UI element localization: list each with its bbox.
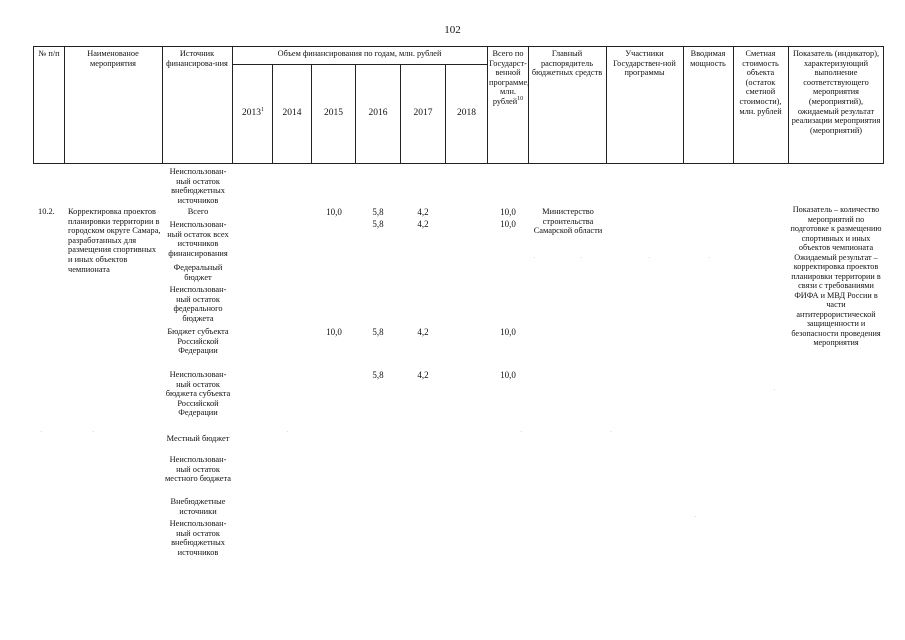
scan-dot: · <box>286 428 289 436</box>
source-unused-regional: Неиспользован-ный остаток бюджета субъекта Российской Федерации <box>165 370 231 418</box>
value-unused-sum: 10,0 <box>500 219 516 229</box>
scan-dot: · <box>694 513 697 521</box>
value-regional-2015: 10,0 <box>326 327 342 337</box>
header-cost: Сметная стоимость объекта (остаток сметной стоимости), млн. рублей <box>739 49 782 116</box>
row-manager: Министерство строительства Самарской области <box>533 207 603 236</box>
header-name: Наименованое мероприятия <box>87 49 139 68</box>
value-unused-2017: 4,2 <box>417 219 429 229</box>
value-total-sum: 10,0 <box>500 207 516 217</box>
value-regional-unused-2017: 4,2 <box>417 370 429 380</box>
value-regional-unused-2016: 5,8 <box>372 370 384 380</box>
row-number: 10.2. <box>38 207 55 216</box>
header-financing: Объем финансирования по годам, млн. рублей <box>277 49 442 58</box>
header-sources: Источник финансирова-ния <box>166 49 228 68</box>
row-indicator: Показатель – количество мероприятий по подготовке к размещению спортивных и иных объектов чемпионата Ожидаемый результат – корректировка проектов планировки территории в связи с требованиями ФИФА и МВД России в части антитеррористической защищенности и безопасности проведения мероприятия <box>790 205 882 347</box>
value-regional-2016: 5,8 <box>372 327 384 337</box>
scan-dot: · <box>708 254 711 262</box>
header-total: Всего по Государст-венной программе, млн. рублей$^{10}$ <box>489 49 530 106</box>
row-name: Корректировка проектов планировки территории в городском округе Самара, разработанных для размещения спортивных и иных объектов чемпионата <box>68 207 161 274</box>
scan-dot: · <box>580 254 583 262</box>
source-unused-federal: Неиспользован-ный остаток федерального бюджета <box>169 285 227 323</box>
header-indicator: Показатель (индикатор), характеризующий выполнение соответствующего мероприятия (мероприятий), ожидаемый результат реализации мероприятия (мероприятий) <box>791 49 881 135</box>
source-unused-total: Неиспользован-ный остаток всех источников финансирования <box>167 220 229 258</box>
scan-dot: · <box>520 428 523 436</box>
year-2016: 2016 <box>368 108 388 118</box>
page-number: 102 <box>444 24 461 36</box>
value-regional-unused-sum: 10,0 <box>500 370 516 380</box>
year-2014: 2014 <box>282 108 302 118</box>
scan-dot: · <box>610 428 613 436</box>
scan-dot: · <box>648 254 651 262</box>
source-unused-local: Неиспользован-ный остаток местного бюджета <box>164 455 231 484</box>
header-manager: Главный распорядитель бюджетных средств <box>531 49 603 78</box>
value-total-2015: 10,0 <box>326 207 342 217</box>
source-extrabudgetary: Внебюджетные источники <box>170 497 226 516</box>
year-2017: 2017 <box>413 108 433 118</box>
source-local: Местный бюджет <box>166 434 230 443</box>
source-unused-extrabudgetary: Неиспользован-ный остаток внебюджетных источников <box>169 519 227 557</box>
source-federal: Федеральный бюджет <box>173 263 223 282</box>
carryover-source: Неиспользован-ный остаток внебюджетных источников <box>169 167 227 205</box>
value-regional-sum: 10,0 <box>500 327 516 337</box>
value-unused-2016: 5,8 <box>372 219 384 229</box>
header-capacity: Вводимая мощность <box>690 49 726 68</box>
scan-dot: · <box>533 254 536 262</box>
scan-dot: · <box>92 428 95 436</box>
year-2015: 2015 <box>324 108 343 118</box>
source-total: Всего <box>187 207 209 216</box>
year-2018: 2018 <box>457 108 476 118</box>
scan-dot: · <box>773 386 776 394</box>
scan-dot: · <box>40 428 43 436</box>
value-total-2017: 4,2 <box>417 207 429 217</box>
year-2013: 2013$^1$ <box>242 106 264 118</box>
header-participants: Участники Государствен-ной программы <box>613 49 676 78</box>
value-regional-2017: 4,2 <box>417 327 429 337</box>
value-total-2016: 5,8 <box>372 207 384 217</box>
source-regional: Бюджет субъекта Российской Федерации <box>167 327 229 356</box>
header-number: № п/п <box>38 49 60 58</box>
